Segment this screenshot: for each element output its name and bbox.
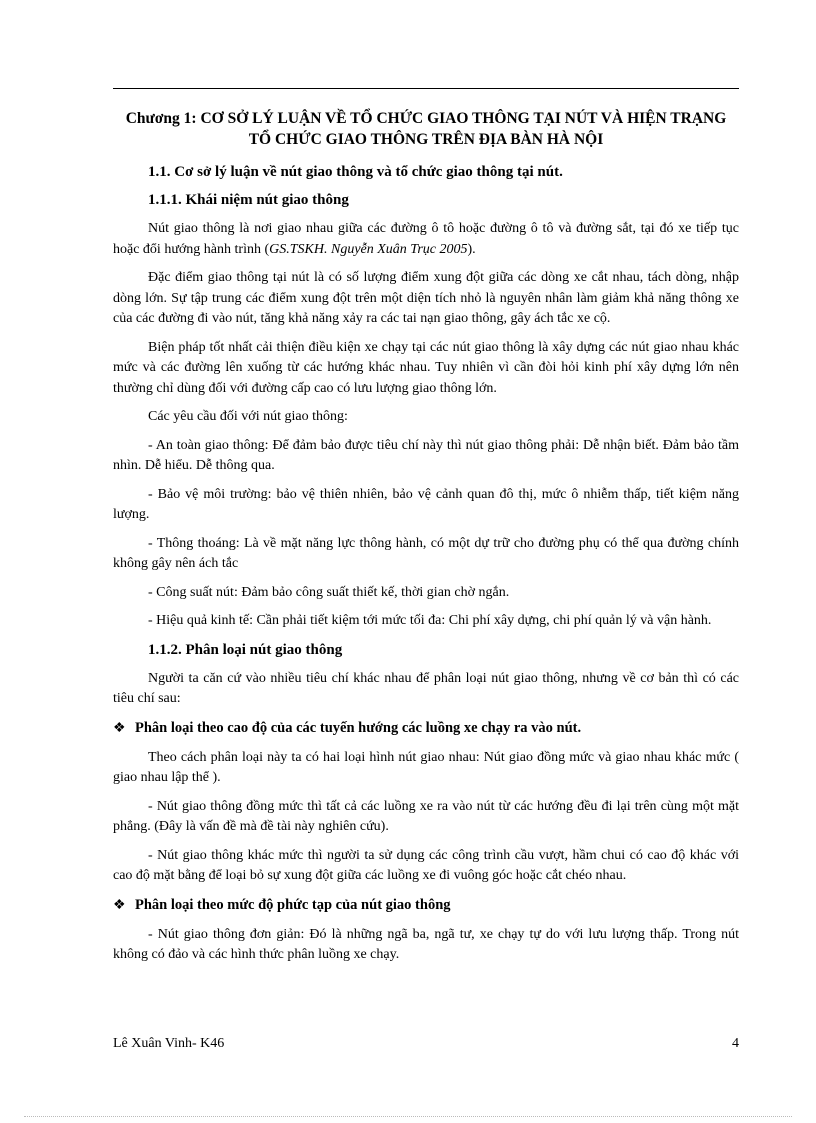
page-number: 4 [732,1036,739,1051]
header-rule [113,88,739,89]
page-content [113,108,739,974]
paragraph-6: - Bảo vệ môi trường: bảo vệ thiên nhiên, bảo vệ cảnh quan đô thị, mức ô nhiễm thấp, tiết kiệm năng lượng. [113,486,739,522]
paragraph-7: - Thông thoáng: Là về mặt năng lực thông hành, có một dự trữ cho đường phụ có thể qua đường chính không gây nên ách tắc [113,535,739,571]
bullet-1-text: Phân loại theo cao độ của các tuyến hướng các luồng xe chạy ra vào nút. [135,719,582,736]
paragraph-1 [113,219,739,260]
paragraph-5: - An toàn giao thông: Để đảm bảo được tiêu chí này thì nút giao thông phải: Dễ nhận biết. Đảm bảo tầm nhìn. Dễ hiểu. Dễ thông qua. [113,437,739,473]
section-1-1-1-heading: 1.1.1. Khái niệm nút giao thông [148,192,349,208]
diamond-bullet-icon: ❖ [113,720,126,736]
chapter-title [113,108,739,150]
paragraph-3: Biện pháp tốt nhất cải thiện điều kiện xe chạy tại các nút giao thông là xây dựng các nút giao nhau khác mức và các đường lên xuống từ các hướng khác nhau. Tuy nhiên vì cần đòi hỏi kinh phí xây dựng lớn nên thường chỉ dùng đối với đường cấp cao có lưu lượng giao thông lớn. [113,339,739,396]
page-footer [113,1035,739,1053]
diamond-bullet-icon: ❖ [113,897,126,913]
paragraph-2: Đặc điểm giao thông tại nút là có số lượng điểm xung đột giữa các dòng xe cắt nhau, tách dòng, nhập dòng lớn. Sự tập trung các điểm xung đột trên một diện tích nhỏ là nguyên nhân làm giảm khả năng thông xe của các đường đi vào nút, tăng khả năng xảy ra các tai nạn giao thông, gây ách tắc xe cộ. [113,270,739,326]
paragraph-4: Các yêu cầu đối với nút giao thông: [148,409,348,424]
footer-author: Lê Xuân Vinh- K46 [113,1036,225,1051]
section-1-1-heading: 1.1. Cơ sở lý luận về nút giao thông và tổ chức giao thông tại nút. [148,164,563,180]
paragraph-13: - Nút giao thông khác mức thì người ta sử dụng các công trình cầu vượt, hầm chui có cao độ khác với cao độ mặt bằng để loại bỏ sự xung đột giữa các luồng xe đi vuông góc hoặc cắt chéo nhau. [113,847,739,883]
chapter-title-line1: Chương 1: CƠ SỞ LÝ LUẬN VỀ TỔ CHỨC GIAO THÔNG TẠI NÚT VÀ HIỆN TRẠNG [125,110,727,127]
bullet-2-text: Phân loại theo mức độ phức tạp của nút giao thông [135,896,451,913]
paragraph-9: - Hiệu quả kinh tế: Cần phải tiết kiệm tới mức tối đa: Chi phí xây dựng, chi phí quản lý và vận hành. [148,613,712,628]
paragraph-12: - Nút giao thông đồng mức thì tất cả các luồng xe ra vào nút từ các hướng đều đi lại trên cùng một mặt phẳng. (Đây là vấn đề mà đề tài này nghiên cứu). [113,798,739,834]
chapter-title-line2: TỔ CHỨC GIAO THÔNG TRÊN ĐỊA BÀN HÀ NỘI [248,131,604,148]
page-bottom-dotted-line [24,1116,792,1117]
paragraph-10: Người ta căn cứ vào nhiều tiêu chí khác nhau để phân loại nút giao thông, nhưng về cơ bản thì có các tiêu chí sau: [113,670,739,706]
paragraph-1-text: Nút giao thông là nơi giao nhau giữa các đường ô tô hoặc đường ô tô và đường sắt, tại đó xe tiếp tục hoặc đổi hướng hành trình ( [113,221,739,257]
paragraph-1-end: ). [467,241,476,257]
section-1-1-2-heading: 1.1.2. Phân loại nút giao thông [148,641,343,658]
citation: GS.TSKH. Nguyễn Xuân Trục 2005 [269,241,468,257]
paragraph-14: - Nút giao thông đơn giản: Đó là những ngã ba, ngã tư, xe chạy tự do với lưu lượng thấp. Trong nút không có đảo và các hình thức phân luồng xe chạy. [113,926,739,962]
paragraph-8: - Công suất nút: Đảm bảo công suất thiết kế, thời gian chờ ngắn. [148,584,510,600]
bullet-2 [113,895,739,916]
paragraph-11: Theo cách phân loại này ta có hai loại hình nút giao nhau: Nút giao đồng mức và giao nhau khác mức ( giao nhau lập thể ). [113,749,739,785]
bullet-1 [113,718,739,739]
